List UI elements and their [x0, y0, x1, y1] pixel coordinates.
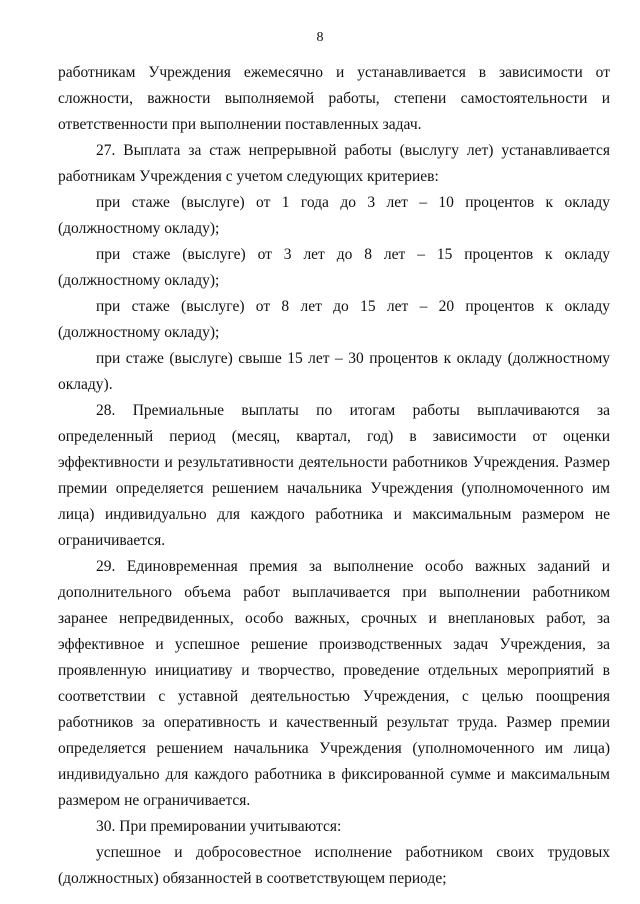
criterion-8-15-years: при стаже (выслуге) от 8 лет до 15 лет – 20 процентов к окладу (должностному окладу);: [58, 298, 610, 341]
paragraph-continuation: работникам Учреждения ежемесячно и устанавливается в зависимости от сложности, важности выполняемой работы, степени самостоятельности и ответственности при выполнении поставленных задач.: [58, 64, 610, 133]
criterion-3-8-years: при стаже (выслуге) от 3 лет до 8 лет – 15 процентов к окладу (должностному окладу);: [58, 246, 610, 289]
document-body: [58, 60, 610, 892]
paragraph-30: 30. При премировании учитываются:: [96, 818, 342, 835]
criterion-1-3-years: при стаже (выслуге) от 1 года до 3 лет – 10 процентов к окладу (должностному окладу);: [58, 194, 610, 237]
paragraph-29: 29. Единовременная премия за выполнение особо важных заданий и дополнительного объема работ выплачивается при выполнении работником заранее непредвиденных, особо важных, срочных и внеплановых работ, за эффективное и успешное решение производственных задач Учреждения, за проявленную инициативу и творчество, проведение отдельных мероприятий в соответствии с уставной деятельностью Учреждения, с целью поощрения работников за оперативность и качественный результат труда. Размер премии определяется решением начальника Учреждения (уполномоченного им лица) индивидуально для каждого работника в фиксированной сумме и максимальным размером не ограничивается.: [58, 558, 610, 809]
page-number: 8: [316, 30, 324, 45]
paragraph-27: 27. Выплата за стаж непрерывной работы (выслугу лет) устанавливается работникам Учреждения с учетом следующих критериев:: [58, 142, 610, 185]
paragraph-30-item-1: успешное и добросовестное исполнение работником своих трудовых (должностных) обязанностей в соответствующем периоде;: [58, 844, 610, 887]
criterion-over-15-years: при стаже (выслуге) свыше 15 лет – 30 процентов к окладу (должностному окладу).: [58, 350, 610, 393]
paragraph-28: 28. Премиальные выплаты по итогам работы выплачиваются за определенный период (месяц, квартал, год) в зависимости от оценки эффективности и результативности деятельности работников Учреждения. Размер премии определяется решением начальника Учреждения (уполномоченного им лица) индивидуально для каждого работника и максимальным размером не ограничивается.: [58, 402, 610, 549]
